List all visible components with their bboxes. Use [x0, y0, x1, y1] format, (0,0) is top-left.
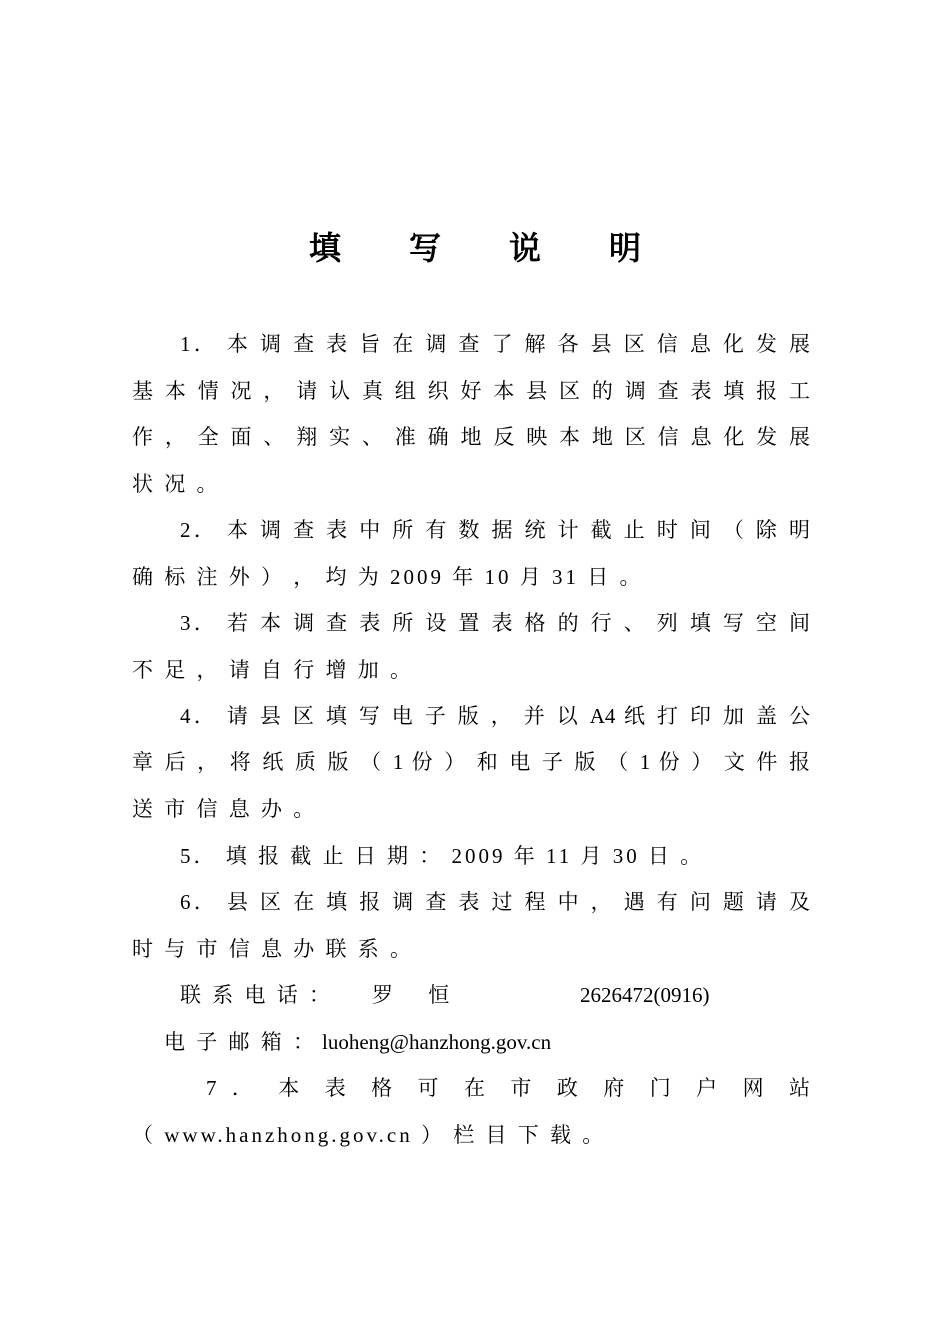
page-title: 填 写 说 明 [308, 230, 671, 266]
email-address: luoheng@hanzhong.gov.cn [322, 1030, 552, 1054]
item-2-line-1: 2． 本 调 查 表 中 所 有 数 据 统 计 截 止 时 间 （ 除 明 [180, 518, 810, 542]
item-3-line-1: 3． 若 本 调 查 表 所 设 置 表 格 的 行 、 列 填 写 空 间 [180, 611, 810, 635]
phone-number: 2626472(0916) [580, 983, 710, 1007]
contact-person: 罗 恒 [372, 983, 453, 1007]
item-6-line-2: 时 与 市 信 息 办 联 系 。 [132, 937, 414, 961]
item-1-line-1: 1． 本 调 查 表 旨 在 调 查 了 解 各 县 区 信 息 化 发 展 [180, 332, 810, 356]
email-label: 电 子 邮 箱 ： [164, 1030, 317, 1054]
item-3-line-2: 不 足 ， 请 自 行 增 加 。 [132, 658, 414, 682]
item-7-line-1: 7 ． 本 表 格 可 在 市 政 府 门 户 网 站 [206, 1076, 810, 1100]
item-4-line-3: 送 市 信 息 办 。 [132, 797, 318, 821]
item-4-line-1: 4． 请 县 区 填 写 电 子 版 ， 并 以 A4 纸 打 印 加 盖 公 [180, 704, 810, 728]
item-5-line-1: 5． 填 报 截 止 日 期 ： 2009 年 11 月 30 日 。 [180, 844, 705, 868]
item-7-line-2: （ www.hanzhong.gov.cn ） 栏 目 下 载 。 [132, 1123, 607, 1147]
item-2-line-2: 确 标 注 外 ） ， 均 为 2009 年 10 月 31 日 。 [132, 565, 644, 589]
phone-label: 联 系 电 话 ： [180, 983, 333, 1007]
item-4-line-2: 章 后 ， 将 纸 质 版 （ 1 份 ） 和 电 子 版 （ 1 份 ） 文 件 报 [132, 750, 810, 774]
item-1-line-3: 作 ， 全 面 、 翔 实 、 准 确 地 反 映 本 地 区 信 息 化 发 展 [132, 425, 810, 449]
item-6-line-1: 6． 县 区 在 填 报 调 查 表 过 程 中 ， 遇 有 问 题 请 及 [180, 890, 810, 914]
item-1-line-4: 状 况 。 [132, 472, 221, 496]
item-1-line-2: 基 本 情 况 ， 请 认 真 组 织 好 本 县 区 的 调 查 表 填 报 工 [132, 379, 810, 403]
